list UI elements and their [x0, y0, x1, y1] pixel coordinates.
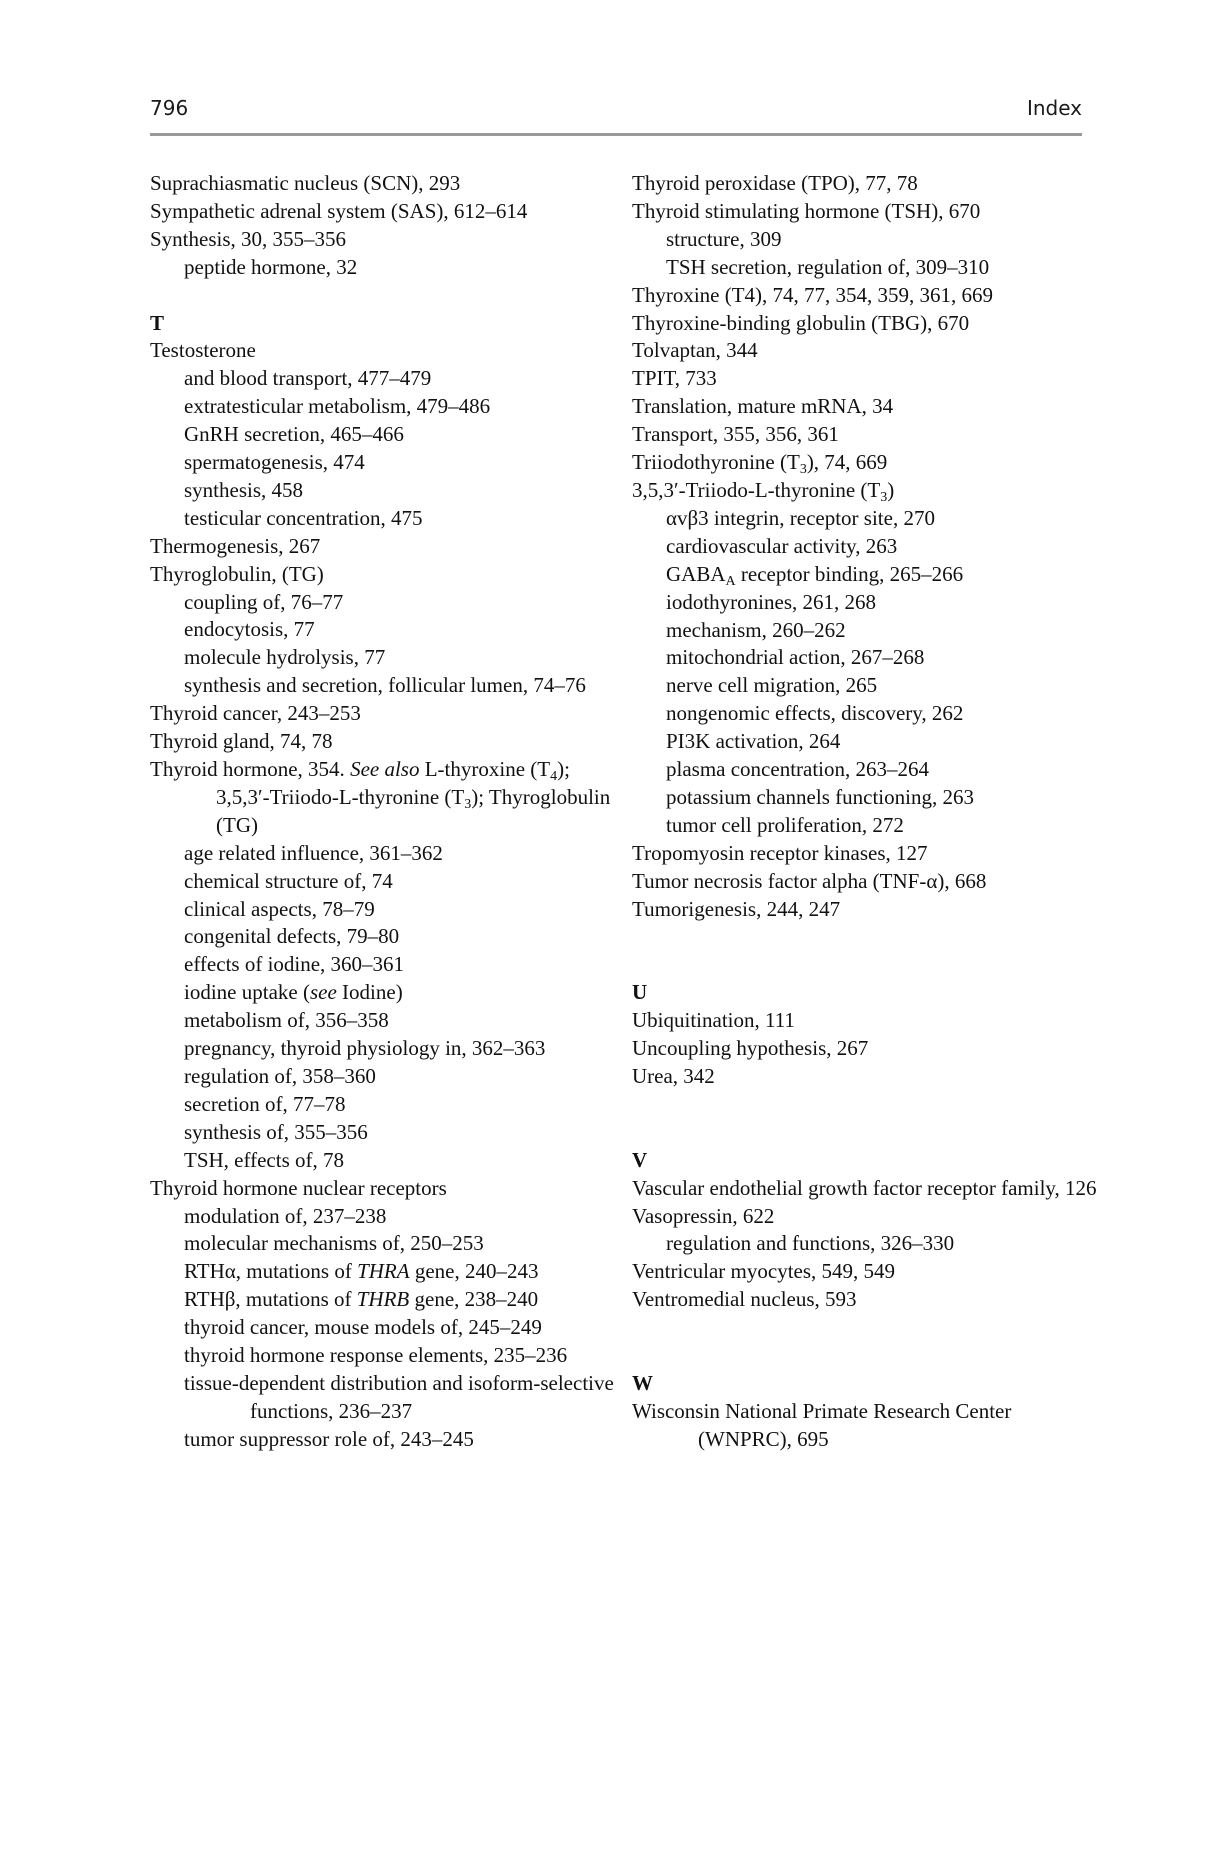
index-subentry-rthb — [150, 1286, 620, 1314]
index-subentry: regulation and functions, 326–330 — [666, 1231, 955, 1256]
gene-name: THRA — [357, 1259, 410, 1284]
index-entry: Vascular endothelial growth factor receptor family, 126 — [632, 1175, 1097, 1200]
index-subentry: endocytosis, 77 — [184, 617, 315, 642]
index-subentry: molecular mechanisms of, 250–253 — [184, 1231, 484, 1256]
index-subentry: clinical aspects, 78–79 — [184, 896, 375, 921]
entry-text: 3,5,3′-Triiodo-L-thyronine (T — [632, 477, 881, 502]
subscript: 3 — [464, 796, 472, 812]
index-subentry: mechanism, 260–262 — [666, 617, 846, 642]
index-entry: Thyroxine (T4), 74, 77, 354, 359, 361, 669 — [632, 282, 994, 307]
index-entry: Ventromedial nucleus, 593 — [632, 1287, 857, 1312]
section-title: Index — [1026, 96, 1082, 120]
subscript: 3 — [799, 462, 807, 478]
entry-text: ) — [887, 477, 895, 502]
index-subentry: tissue-dependent distribution and isoform-selective functions, 236–237 — [184, 1370, 614, 1423]
index-subentry: nongenomic effects, discovery, 262 — [666, 701, 964, 726]
index-subentry: synthesis, 458 — [184, 477, 304, 502]
letter-heading-u: U — [632, 980, 648, 1005]
index-subentry: potassium channels functioning, 263 — [666, 784, 974, 809]
gene-name: THRB — [356, 1287, 410, 1312]
index-entry-thyroid-hormone — [150, 756, 620, 840]
index-subentry: synthesis and secretion, follicular lumen, 74–76 — [184, 673, 586, 698]
entry-text: RTHβ, mutations of — [184, 1287, 357, 1312]
index-subentry: peptide hormone, 32 — [184, 254, 358, 279]
index-column-left — [150, 170, 620, 1454]
index-entry-triiodothyronine — [632, 449, 1102, 477]
entry-text: RTHα, mutations of — [184, 1259, 358, 1284]
letter-heading-t: T — [150, 310, 165, 335]
letter-heading-w: W — [632, 1370, 653, 1395]
index-entry: Vasopressin, 622 — [632, 1203, 775, 1228]
index-entry: Wisconsin National Primate Research Center (WNPRC), 695 — [632, 1398, 1012, 1451]
index-subentry: plasma concentration, 263–264 — [666, 757, 930, 782]
entry-text: gene, 238–240 — [409, 1287, 539, 1312]
see-also-label: See also — [350, 757, 420, 782]
index-entry: Thyroxine-binding globulin (TBG), 670 — [632, 310, 970, 335]
index-entry: Tolvaptan, 344 — [632, 338, 758, 363]
index-subentry: tumor suppressor role of, 243–245 — [184, 1426, 474, 1451]
index-subentry: pregnancy, thyroid physiology in, 362–363 — [184, 1036, 546, 1061]
index-entry: Testosterone — [150, 338, 256, 363]
index-entry: Thyroid gland, 74, 78 — [150, 729, 333, 754]
index-entry: Thyroglobulin, (TG) — [150, 561, 324, 586]
header-rule — [150, 133, 1082, 136]
subscript: 3 — [880, 489, 888, 505]
index-entry: Tumor necrosis factor alpha (TNF-α), 668 — [632, 868, 987, 893]
index-subentry: thyroid hormone response elements, 235–236 — [184, 1343, 568, 1368]
index-subentry: PI3K activation, 264 — [666, 729, 841, 754]
entry-text: gene, 240–243 — [409, 1259, 539, 1284]
index-subentry: metabolism of, 356–358 — [184, 1008, 389, 1033]
index-subentry: spermatogenesis, 474 — [184, 450, 365, 475]
entry-text: ); Thyroglobulin (TG) — [216, 784, 611, 837]
index-entry: Thyroid hormone nuclear receptors — [150, 1175, 447, 1200]
index-subentry: age related influence, 361–362 — [184, 840, 443, 865]
index-subentry: nerve cell migration, 265 — [666, 673, 878, 698]
index-subentry: thyroid cancer, mouse models of, 245–249 — [184, 1315, 542, 1340]
index-subentry: iodothyronines, 261, 268 — [666, 589, 876, 614]
page-number: 796 — [150, 96, 189, 120]
index-subentry: chemical structure of, 74 — [184, 868, 393, 893]
index-subentry: cardiovascular activity, 263 — [666, 533, 898, 558]
subscript: A — [725, 573, 736, 589]
index-entry: Ventricular myocytes, 549, 549 — [632, 1259, 896, 1284]
index-subentry: tumor cell proliferation, 272 — [666, 812, 904, 837]
index-entry: Suprachiasmatic nucleus (SCN), 293 — [150, 171, 461, 195]
index-subentry: GnRH secretion, 465–466 — [184, 422, 404, 447]
letter-heading-v: V — [632, 1147, 648, 1172]
index-entry: Thermogenesis, 267 — [150, 533, 321, 558]
index-subentry: regulation of, 358–360 — [184, 1063, 376, 1088]
index-entry: Thyroid stimulating hormone (TSH), 670 — [632, 198, 981, 223]
index-subentry: mitochondrial action, 267–268 — [666, 645, 925, 670]
subscript: 4 — [550, 769, 558, 785]
index-entry: Thyroid cancer, 243–253 — [150, 701, 361, 726]
index-subentry: modulation of, 237–238 — [184, 1203, 387, 1228]
index-entry: Urea, 342 — [632, 1063, 715, 1088]
index-entry: Tropomyosin receptor kinases, 127 — [632, 840, 928, 865]
index-subentry-iodine-uptake — [150, 979, 620, 1007]
index-subentry: congenital defects, 79–80 — [184, 924, 400, 949]
entry-text: Iodine) — [336, 980, 403, 1005]
index-subentry: coupling of, 76–77 — [184, 589, 344, 614]
index-subentry: effects of iodine, 360–361 — [184, 952, 405, 977]
index-entry: Sympathetic adrenal system (SAS), 612–614 — [150, 198, 528, 223]
index-entry: Synthesis, 30, 355–356 — [150, 226, 347, 251]
index-entry: Thyroid peroxidase (TPO), 77, 78 — [632, 171, 918, 195]
index-entry: Uncoupling hypothesis, 267 — [632, 1036, 869, 1061]
entry-text: Thyroid hormone, 354. — [150, 757, 351, 782]
entry-text: L-thyroxine (T — [419, 757, 551, 782]
index-entry: Transport, 355, 356, 361 — [632, 422, 839, 447]
index-subentry: and blood transport, 477–479 — [184, 366, 432, 391]
see-label: see — [309, 980, 337, 1005]
index-subentry: testicular concentration, 475 — [184, 505, 423, 530]
entry-text: iodine uptake ( — [184, 980, 310, 1005]
index-subentry: TSH secretion, regulation of, 309–310 — [666, 254, 990, 279]
index-subentry-gaba — [632, 561, 1102, 589]
entry-text: Triiodothyronine (T — [632, 450, 800, 475]
index-subentry: αvβ3 integrin, receptor site, 270 — [666, 505, 935, 530]
index-entry-triiodo-l-thyronine — [632, 477, 1102, 505]
entry-text: ), 74, 669 — [806, 450, 888, 475]
index-subentry: TSH, effects of, 78 — [184, 1147, 344, 1172]
index-subentry-rtha — [150, 1258, 620, 1286]
index-entry: TPIT, 733 — [632, 366, 717, 391]
entry-text: GABA — [666, 561, 726, 586]
index-subentry: secretion of, 77–78 — [184, 1091, 346, 1116]
index-entry: Translation, mature mRNA, 34 — [632, 394, 894, 419]
index-subentry: synthesis of, 355–356 — [184, 1119, 368, 1144]
index-subentry: structure, 309 — [666, 226, 782, 251]
running-head — [150, 96, 1082, 124]
index-entry: Tumorigenesis, 244, 247 — [632, 896, 841, 921]
index-entry: Ubiquitination, 111 — [632, 1008, 795, 1033]
index-subentry: extratesticular metabolism, 479–486 — [184, 394, 491, 419]
index-subentry: molecule hydrolysis, 77 — [184, 645, 386, 670]
entry-text: ); 3,5,3′-Triiodo-L-thyronine (T — [216, 757, 570, 809]
entry-text: receptor binding, 265–266 — [735, 561, 964, 586]
index-column-right — [632, 170, 1102, 1454]
